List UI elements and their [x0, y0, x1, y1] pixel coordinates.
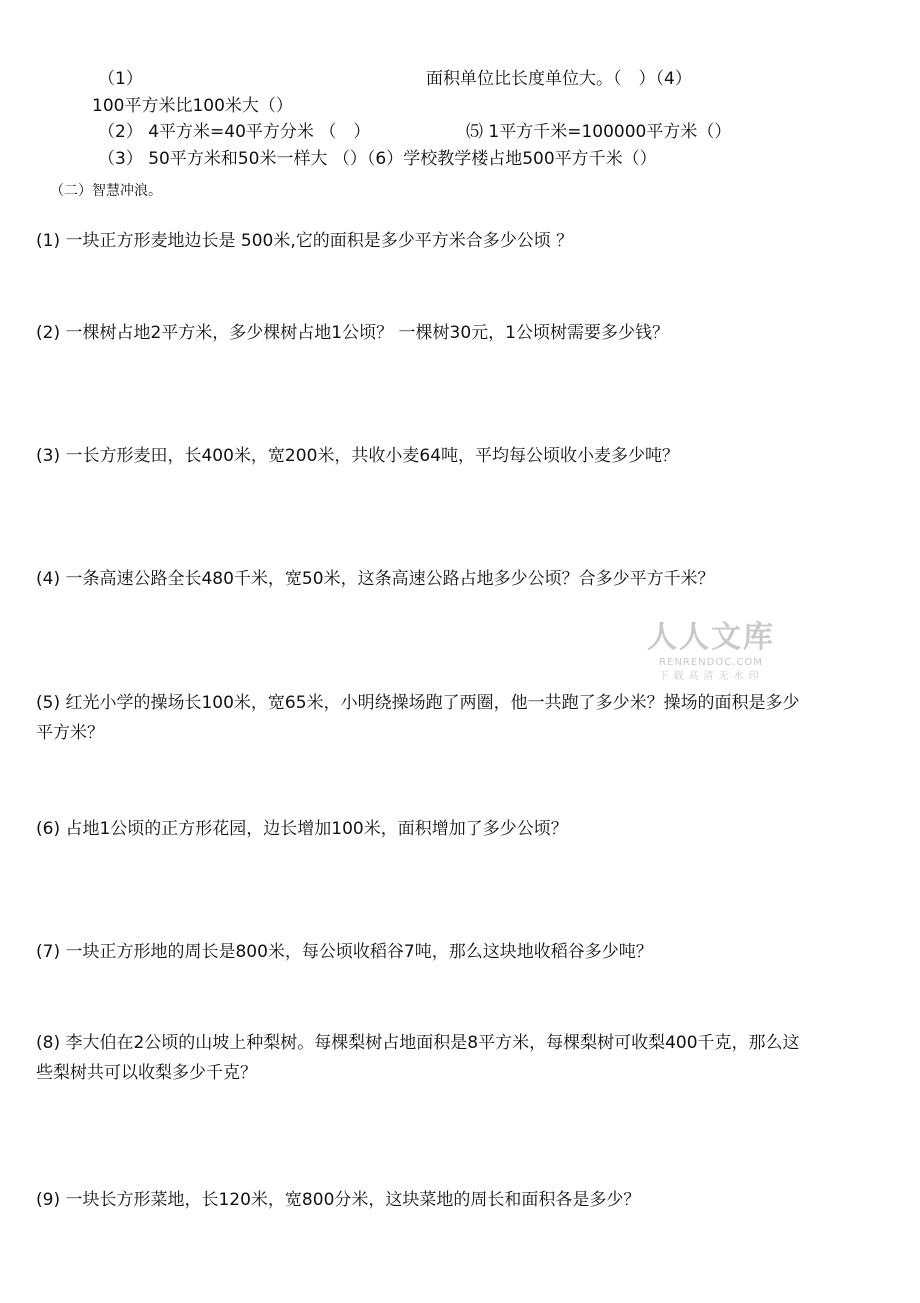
- question-3: (3) 一长方形麦田，长400米，宽200米，共收小麦64吨，平均每公顷收小麦多少吨？: [36, 446, 680, 466]
- watermark-logo: 人人文库: [647, 620, 775, 655]
- question-7: (7) 一块正方形地的周长是800米，每公顷收稻谷7吨，那么这块地收稻谷多少吨？: [36, 942, 653, 962]
- judge-item-5-text: ⑸ 1平方千米=100000平方米（）: [466, 122, 732, 142]
- judge-item-1-label: （1）: [98, 69, 143, 89]
- question-8: (8) 李大伯在2公顷的山坡上种梨树。每棵梨树占地面积是8平方米，每棵梨树可收梨400千克，那么这些梨树共可以收梨多少千克？: [36, 1033, 800, 1083]
- question-4: (4) 一条高速公路全长480千米，宽50米，这条高速公路占地多少公顷？合多少平方千米？: [36, 569, 715, 589]
- watermark: [646, 620, 776, 684]
- judge-item-2-text: （2） 4平方米=40平方分米 （ ）: [98, 122, 371, 142]
- question-6: (6) 占地1公顷的正方形花园，边长增加100米，面积增加了多少公顷？: [36, 819, 568, 839]
- watermark-tagline: 下载高清无水印: [658, 671, 764, 682]
- watermark-url: RENRENDOC.COM: [659, 657, 763, 668]
- judge-item-1-text: 面积单位比长度单位大。（ ）（4）: [426, 69, 692, 89]
- question-1: (1) 一块正方形麦地边长是 500米,它的面积是多少平方米合多少公顷 ？: [36, 231, 574, 251]
- section-heading: （二）智慧冲浪。: [50, 183, 162, 199]
- question-5: (5) 红光小学的操场长100米，宽65米，小明绕操场跑了两圈，他一共跑了多少米？操场的面积是多少平方米？: [36, 693, 800, 743]
- question-9: (9) 一块长方形菜地，长120米，宽800分米，这块菜地的周长和面积各是多少？: [36, 1190, 641, 1210]
- judge-item-4-text: 100平方米比100米大（）: [92, 96, 293, 116]
- judge-item-3-6-text: （3） 50平方米和50米一样大 （）（6）学校教学楼占地500平方千米（）: [98, 149, 657, 169]
- question-2: (2) 一棵树占地2平方米，多少棵树占地1公顷？ 一棵树30元，1公顷树需要多少钱？: [36, 323, 669, 343]
